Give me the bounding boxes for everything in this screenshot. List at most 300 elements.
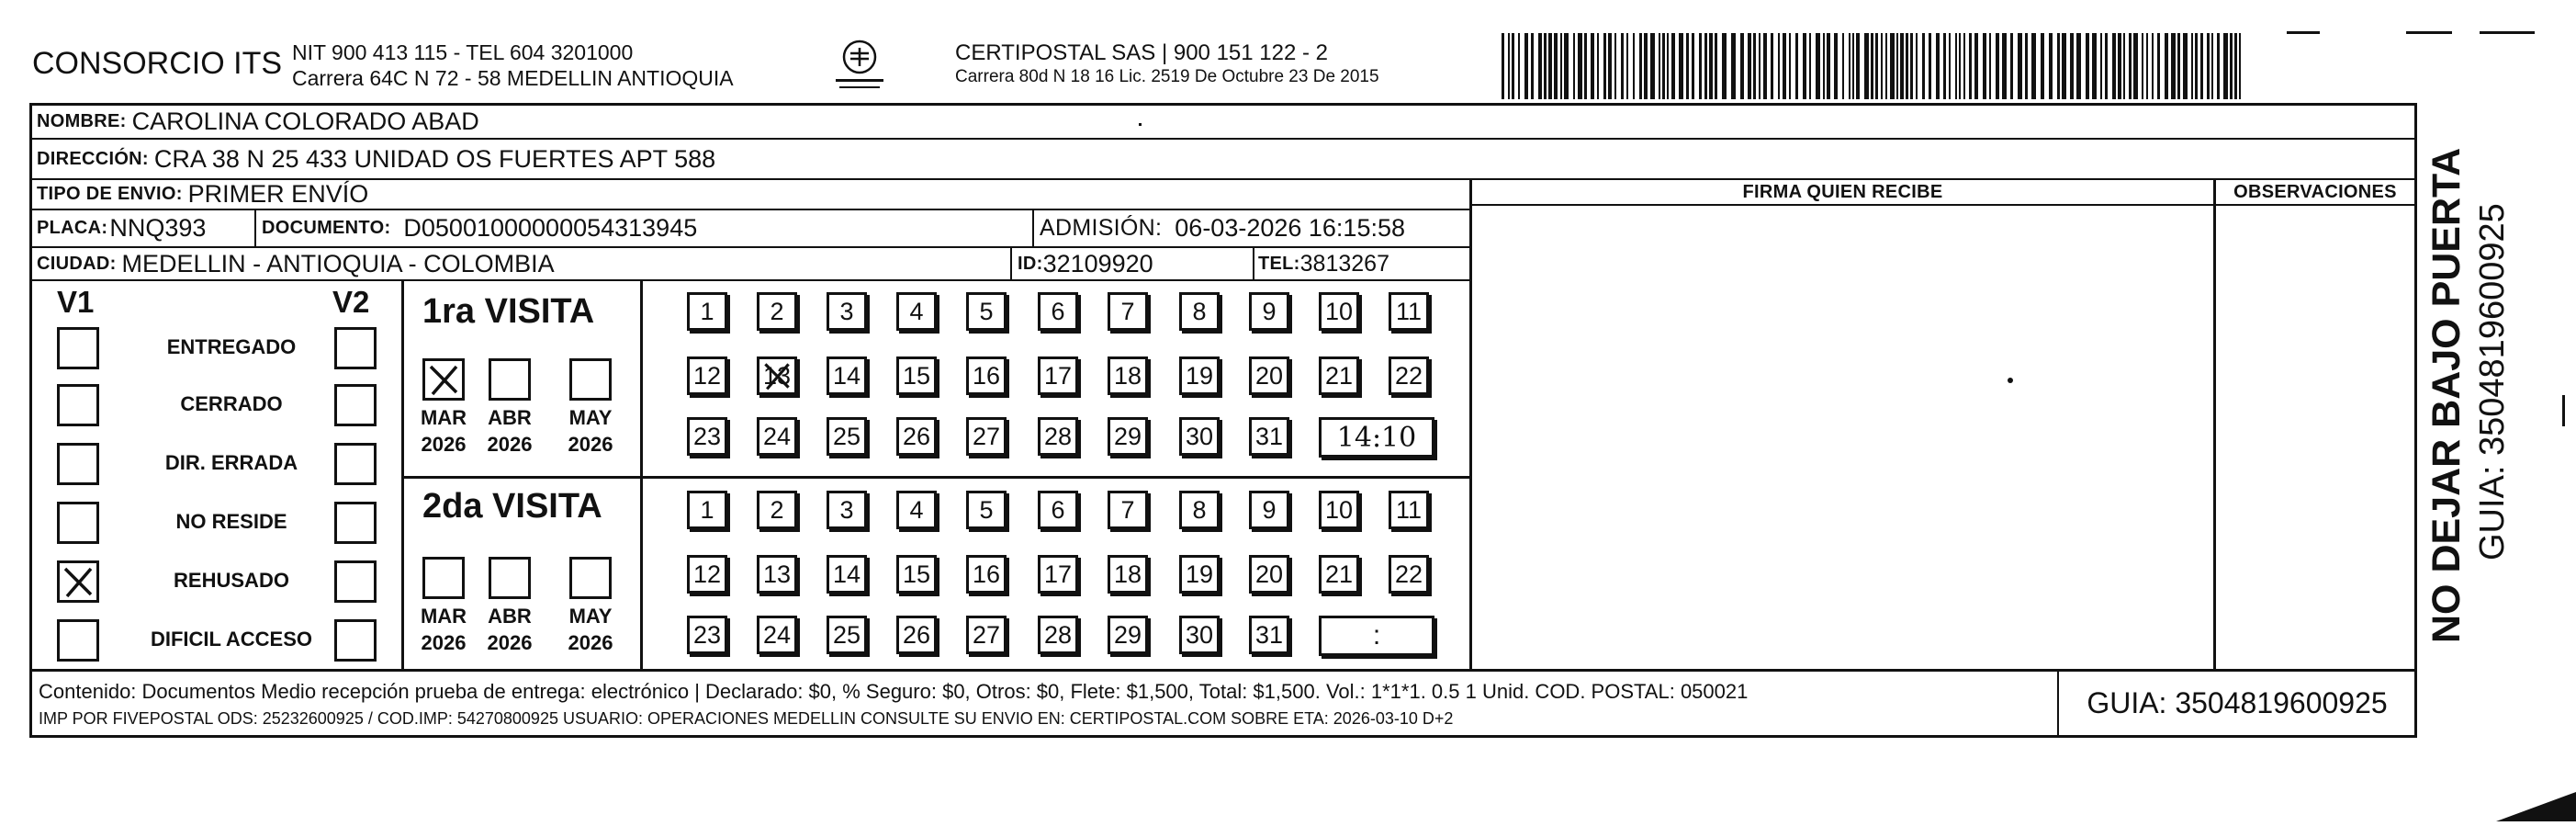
day-box[interactable] [966,417,1007,456]
form-border-left [29,103,32,737]
barcode-bar [1538,33,1542,99]
barcode-bar [1662,33,1665,99]
barcode-bar [1916,33,1918,99]
nombre-value: CAROLINA COLORADO ABAD [131,107,479,135]
v2-checkbox[interactable] [334,327,377,369]
barcode-bar [1603,33,1606,99]
day-number: 15 [902,361,931,390]
barcode-bar [1789,33,1791,99]
tipo-value: PRIMER ENVÍO [187,180,369,208]
day-number: 17 [1043,560,1073,588]
barcode-bar [1564,33,1569,99]
day-box[interactable] [827,491,867,529]
direccion-label: DIRECCIÓN: [37,148,149,169]
signature-area[interactable] [1472,206,2211,669]
day-number: 9 [1262,495,1277,524]
observaciones-area[interactable] [2216,206,2414,669]
day-number: 23 [692,620,722,649]
day-box[interactable] [827,555,867,594]
day-number: 18 [1113,361,1142,390]
barcode-bar [1809,33,1811,99]
day-number: 18 [1113,560,1142,588]
barcode-bar [1842,33,1844,99]
day-box[interactable] [1319,356,1359,395]
barcode-bar [1983,33,1986,99]
month-year: 2026 [568,631,613,654]
month-name: MAY [568,406,613,429]
day-box[interactable] [1038,491,1078,529]
day-box[interactable] [1249,356,1289,395]
day-number: 30 [1185,620,1214,649]
day-number: 7 [1120,297,1135,325]
barcode-bar [1597,33,1599,99]
barcode-bar [2157,33,2160,99]
day-box[interactable] [687,616,727,654]
footer-guia-box [2061,673,2413,733]
day-box[interactable] [1389,491,1429,529]
corner-mark [2496,792,2576,821]
barcode-bar [1974,33,1978,99]
month-checkbox[interactable] [569,358,612,401]
barcode-bar [1644,33,1648,99]
id-value: 32109920 [1042,249,1153,277]
barcode-bar [2070,33,2074,99]
barcode-bar [1856,33,1860,99]
footer-content-line: Contenido: Documentos Medio recepción prueba de entrega: electrónico | Declarado: $0, % Seguro: $0, Otros: $0, Flete: $1,500, Total: $1,500. Vol.: 1*1*1. 0.5 1 Unid. COD. POSTAL: 050021 [39,680,1749,703]
barcode-bar [1560,33,1562,99]
day-box[interactable] [1038,292,1078,331]
day-number: 5 [979,495,994,524]
barcode-bar [1722,33,1727,99]
month-label [478,603,542,656]
day-box[interactable] [1179,417,1220,456]
form-border-bottom [29,735,2417,738]
barcode-bar [1502,33,1504,99]
barcode-bar [1704,33,1707,99]
day-number: 1 [700,297,714,325]
col-line [1032,209,1034,247]
day-box[interactable] [1319,491,1359,529]
id-label: ID: [1018,253,1043,274]
barcode-bar [1748,33,1751,99]
day-box[interactable] [1179,356,1220,395]
day-box[interactable] [827,292,867,331]
barcode-bar [1922,33,1925,99]
day-box[interactable] [896,555,937,594]
ink-dot [1139,123,1142,126]
day-box[interactable] [827,356,867,395]
v2-checkbox[interactable] [334,560,377,603]
time-value: 14:10 [1336,421,1417,454]
month-label [411,603,476,656]
time-box[interactable] [1319,417,1434,458]
barcode-bar [1671,33,1675,99]
month-label [411,404,476,458]
day-box[interactable] [687,491,727,529]
day-box[interactable] [1038,616,1078,654]
observaciones-header [2216,180,2414,204]
barcode-bar [1989,33,1991,99]
barcode-bar [1852,33,1854,99]
month-checkbox[interactable] [489,358,531,401]
barcode-bar [2223,33,2228,99]
barcode-bar [1679,33,1683,99]
month-year: 2026 [487,433,533,456]
day-box[interactable] [1249,616,1289,654]
day-box[interactable] [687,356,727,395]
day-box[interactable] [1038,417,1078,456]
day-box[interactable] [966,555,1007,594]
day-box[interactable] [896,616,937,654]
x-mark-icon [425,361,462,398]
day-box[interactable] [1108,616,1148,654]
day-box[interactable] [1249,555,1289,594]
barcode-bar [2062,33,2066,99]
day-box[interactable] [757,491,797,529]
v2-checkbox[interactable] [334,384,377,426]
day-box[interactable] [966,292,1007,331]
day-box[interactable] [1038,356,1078,395]
barcode-bar [1827,33,1830,99]
month-checkbox[interactable] [422,557,465,599]
day-box[interactable] [1108,491,1148,529]
day-number: 6 [1051,297,1065,325]
barcode-bar [2211,33,2213,99]
day-number: 27 [972,620,1001,649]
day-box[interactable] [757,292,797,331]
footer-print-line: IMP POR FIVEPOSTAL ODS: 25232600925 / COD.IMP: 54270800925 USUARIO: OPERACIONES MEDELLIN CONSULTE SU ENVIO EN: CERTIPOSTAL.COM SOBRE ETA: 2026-03-10 D+2 [39,709,1454,728]
tipo-label: TIPO DE ENVIO: [37,184,183,204]
barcode-bar [2133,33,2138,99]
firma-header-label: FIRMA QUIEN RECIBE [1742,181,1943,202]
barcode-bar [2142,33,2143,99]
barcode-bar [1554,33,1558,99]
barcode-bar [2129,33,2132,99]
month-label [558,603,623,656]
v2-checkbox[interactable] [334,619,377,662]
visit-divider [401,476,1471,479]
day-number: 19 [1185,560,1214,588]
day-box[interactable] [757,555,797,594]
tel-value: 3813267 [1299,250,1389,277]
day-box[interactable] [1179,491,1220,529]
day-number: 13 [762,361,792,390]
month-year: 2026 [421,631,467,654]
day-box[interactable] [1179,555,1220,594]
barcode-bar [1686,33,1689,99]
day-number: 27 [972,422,1001,450]
day-number: 25 [832,422,861,450]
day-number: 24 [762,620,792,649]
barcode-bar [1740,33,1744,99]
month-year: 2026 [568,433,613,456]
v2-checkbox[interactable] [334,443,377,485]
barcode-bar [2100,33,2102,99]
form-border-right [2414,103,2417,737]
day-number: 26 [902,422,931,450]
day-number: 14 [832,560,861,588]
barcode-bar [2123,33,2125,99]
day-box[interactable] [757,616,797,654]
barcode-bar [1633,33,1635,99]
barcode-bar [1692,33,1694,99]
barcode-bar [1906,33,1908,99]
day-box[interactable] [687,292,727,331]
barcode-bar [2118,33,2121,99]
barcode-bar [2105,33,2108,99]
barcode-bar [1753,33,1756,99]
barcode-bar [1864,33,1869,99]
barcode-bar [1608,33,1612,99]
barcode-bar [1996,33,1999,99]
top-dash [2287,31,2320,34]
col-line [254,209,256,247]
barcode-bar [1573,33,1575,99]
day-number: 10 [1324,297,1354,325]
barcode-bar [1518,33,1520,99]
col-line [1253,246,1254,281]
day-box[interactable] [757,417,797,456]
day-number: 20 [1254,560,1284,588]
barcode-bar [1823,33,1825,99]
status-label: REHUSADO [174,569,289,592]
day-box[interactable] [1319,292,1359,331]
barcode-bar [2076,33,2081,99]
month-name: MAY [568,605,613,628]
barcode-bar [1963,33,1965,99]
barcode-bar [2171,33,2176,99]
barcode-bar [1731,33,1736,99]
month-year: 2026 [421,433,467,456]
day-box[interactable] [1249,292,1289,331]
day-number: 2 [770,495,784,524]
v1-header: V1 [57,285,95,319]
day-number: 21 [1324,560,1354,588]
day-box[interactable] [896,417,937,456]
day-number: 13 [762,560,792,588]
day-number: 31 [1254,620,1284,649]
barcode-bar [2057,33,2060,99]
barcode-bar [1626,33,1628,99]
day-number: 17 [1043,361,1073,390]
first-visit-title: 1ra VISITA [422,292,595,331]
ciudad-value: MEDELLIN - ANTIOQUIA - COLOMBIA [121,249,555,277]
barcode-bar [1650,33,1655,99]
day-number: 24 [762,422,792,450]
barcode-bar [1667,33,1669,99]
tipo-envio-row [37,180,1414,209]
company-address: Carrera 64C N 72 - 58 MEDELLIN ANTIOQUIA [292,66,734,90]
col-line [401,279,404,671]
barcode-bar [1871,33,1873,99]
month-name: MAR [420,406,467,429]
barcode-bar [2041,33,2044,99]
day-number: 29 [1113,620,1142,649]
barcode-bar [1795,33,1798,99]
x-mark-icon [759,359,794,392]
month-name: ABR [488,406,532,429]
day-box[interactable] [687,555,727,594]
day-number: 23 [692,422,722,450]
barcode-bar [2207,33,2210,99]
time-box[interactable] [1319,616,1434,656]
admision-cell [1040,210,1471,246]
day-number: 16 [972,560,1001,588]
day-box[interactable] [827,616,867,654]
barcode-bar [2049,33,2053,99]
direccion-value: CRA 38 N 25 433 UNIDAD OS FUERTES APT 588 [153,144,716,173]
day-number: 11 [1395,495,1423,524]
status-label: CERRADO [180,392,283,415]
x-mark-icon [60,563,96,600]
barcode-bar [1771,33,1773,99]
barcode-bar [1936,33,1940,99]
barcode-bar [2018,33,2022,99]
day-box[interactable] [966,356,1007,395]
day-number: 19 [1185,361,1214,390]
col-line [640,279,643,671]
day-box[interactable] [1389,356,1429,395]
courier-name: CERTIPOSTAL SAS | 900 151 122 - 2 [955,40,1328,65]
barcode-bar [2191,33,2193,99]
month-checkbox[interactable] [422,358,465,401]
barcode-bar [1544,33,1547,99]
day-number: 20 [1254,361,1284,390]
no-dejar-bajo-puerta: NO DEJAR BAJO PUERTA [2424,147,2469,643]
tel-cell [1258,248,1469,279]
barcode-bar [1659,33,1660,99]
side-guia: GUIA: 3504819600925 [2473,203,2512,560]
day-number: 8 [1192,495,1207,524]
barcode-bar [1759,33,1760,99]
barcode-bar [1591,33,1594,99]
day-number: 28 [1043,620,1073,649]
day-number: 14 [832,361,861,390]
status-label: DIR. ERRADA [164,451,298,474]
barcode-bar [1949,33,1951,99]
barcode-bar [1900,33,1904,99]
barcode-bar [1531,33,1534,99]
barcode-bar [1929,33,1931,99]
day-box[interactable] [1319,555,1359,594]
barcode-bar [1715,33,1717,99]
barcode-bar [1778,33,1780,99]
barcode-bar [1621,33,1624,99]
day-number: 31 [1254,422,1284,450]
day-box[interactable] [1249,417,1289,456]
top-dash [2480,31,2535,34]
documento-label: DOCUMENTO: [262,218,391,238]
day-box[interactable] [966,491,1007,529]
day-number: 3 [839,297,854,325]
day-box[interactable] [896,292,937,331]
barcode-bar [1614,33,1616,99]
v2-header: V2 [332,285,370,319]
day-number: 3 [839,495,854,524]
day-number: 22 [1394,361,1423,390]
day-box[interactable] [1179,616,1220,654]
barcode-bar [2092,33,2097,99]
day-box[interactable] [966,616,1007,654]
month-label [478,404,542,458]
day-number: 6 [1051,495,1065,524]
barcode-bar [1709,33,1713,99]
day-box[interactable] [1179,292,1220,331]
day-number: 9 [1262,297,1277,325]
status-label: NO RESIDE [175,510,287,533]
barcode-bar [1896,33,1898,99]
ciudad-label: CIUDAD: [37,253,117,274]
day-box[interactable] [1038,555,1078,594]
row-line [29,279,1471,281]
barcode-bar [2112,33,2116,99]
barcode-bar [2002,33,2007,99]
barcode-bar [1699,33,1702,99]
barcode-bar [1548,33,1552,99]
barcode-bar [1881,33,1883,99]
barcode-bar [2239,33,2241,99]
barcode-bar [2234,33,2237,99]
day-box[interactable] [1389,555,1429,594]
day-number: 26 [902,620,931,649]
month-name: MAR [420,605,467,628]
day-box[interactable] [1249,491,1289,529]
placa-cell [37,210,253,246]
status-label: ENTREGADO [166,335,297,358]
month-checkbox[interactable] [489,557,531,599]
col-line [2057,671,2059,737]
barcode-bar [1849,33,1850,99]
barcode-bar [2230,33,2233,99]
barcode-bar [1816,33,1820,99]
v2-checkbox[interactable] [334,502,377,544]
day-number: 25 [832,620,861,649]
month-year: 2026 [487,631,533,654]
day-number: 15 [902,560,931,588]
barcode-bar [1639,33,1642,99]
barcode-bar [2146,33,2148,99]
direccion-row [37,140,1414,178]
day-box[interactable] [1389,292,1429,331]
day-number: 4 [909,297,924,325]
top-dash [2406,31,2452,34]
day-box[interactable] [1108,292,1148,331]
day-box[interactable] [896,491,937,529]
barcode-bar [1834,33,1838,99]
row-line [29,669,2417,672]
footer-guia-text: GUIA: 3504819600925 [2087,685,2388,719]
month-label [558,404,623,458]
day-box[interactable] [1108,555,1148,594]
day-box[interactable] [687,417,727,456]
firma-header [1472,180,2213,204]
barcode-bar [1508,33,1510,99]
day-box[interactable] [1108,356,1148,395]
month-checkbox[interactable] [569,557,612,599]
day-number: 29 [1113,422,1142,450]
day-number: 10 [1324,495,1354,524]
barcode-bar [1584,33,1587,99]
day-number: 11 [1395,297,1423,325]
id-cell [1018,248,1247,279]
day-box[interactable] [896,356,937,395]
barcode-bar [1578,33,1582,99]
day-number: 22 [1394,560,1423,588]
day-box[interactable] [827,417,867,456]
day-box[interactable] [1108,417,1148,456]
day-box[interactable] [757,356,797,395]
day-number: 5 [979,297,994,325]
